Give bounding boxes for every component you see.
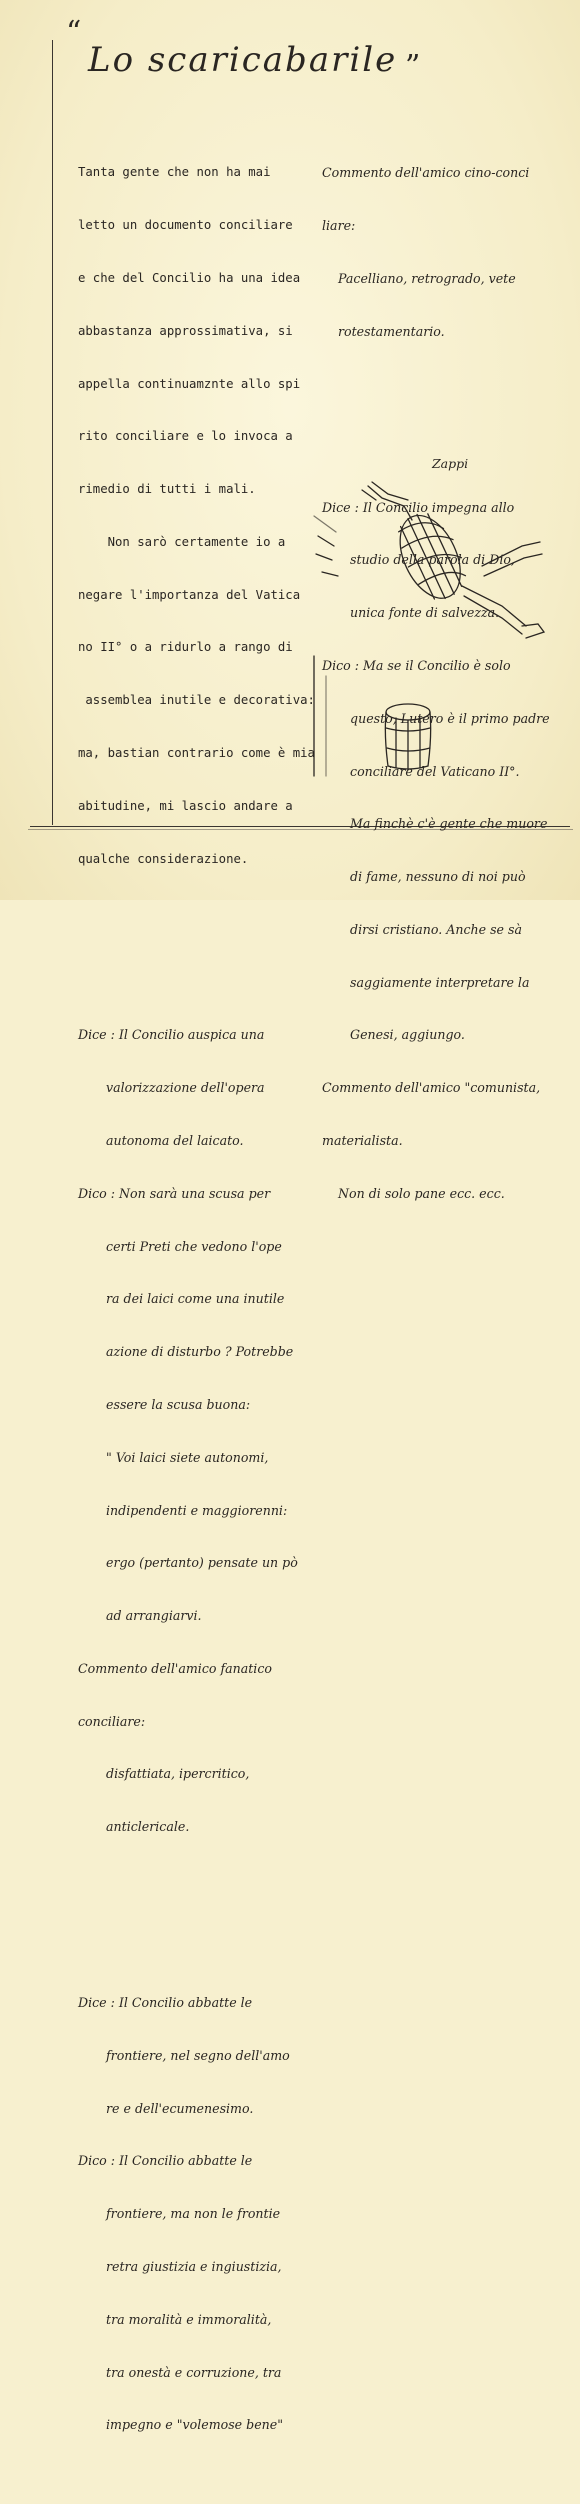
lower-barrel (385, 704, 430, 770)
text-line: e che del Concilio ha una idea (78, 270, 301, 285)
text-line: impegno e "volemose bene" (78, 2417, 284, 2433)
left-column (78, 94, 318, 2504)
opening-quote: “ (66, 15, 82, 50)
text-line: Dico : Il Concilio abbatte le (78, 2153, 253, 2169)
text-line: rotestamentario. (322, 323, 445, 339)
text-line: rimedio di tutti i mali. (78, 482, 256, 497)
text-line: indipendenti e maggiorenni: (78, 1502, 288, 1518)
text-line: Dice : Il Concilio auspica una (78, 1027, 265, 1043)
text-line: frontiere, ma non le frontie (78, 2206, 281, 2222)
text-line: Commento dell'amico fanatico (78, 1660, 272, 1676)
text-line: abbastanza approssimativa, si (78, 323, 293, 338)
text-line: letto un documento conciliare (78, 218, 293, 233)
text-line: unica fonte di salvezza. (322, 605, 500, 621)
text-line: anticlericale. (78, 1819, 190, 1835)
text-line: dirsi cristiano. Anche se sà (322, 921, 522, 937)
closing-quote: ” (405, 49, 421, 84)
text-line: disfattiata, ipercritico, (78, 1766, 250, 1782)
text-line: abitudine, mi lascio andare a (78, 798, 293, 813)
text-line: Ma finchè c'è gente che muore (322, 816, 548, 832)
text-line: studio della parola di Dio, (322, 552, 515, 568)
right-limb (462, 586, 526, 626)
text-line: " Voi laici siete autonomi, (78, 1449, 269, 1465)
text-line: Pacelliano, retrogrado, vete (322, 270, 516, 286)
text-line: di fame, nessuno di noi può (322, 869, 526, 885)
text-line: azione di disturbo ? Potrebbe (78, 1344, 294, 1360)
text-line: saggiamente interpretare la (322, 974, 530, 990)
text-line: ergo (pertanto) pensate un pò (78, 1555, 298, 1571)
dialogue-block-1 (78, 991, 318, 1871)
author-signature: Zappi (432, 456, 469, 471)
text-line: Non sarò certamente io a (78, 534, 286, 549)
upper-barrel (388, 505, 474, 608)
text-line: rito conciliare e lo invoca a (78, 429, 293, 444)
text-line: certi Preti che vedono l'ope (78, 1238, 282, 1254)
text-line: frontiere, nel segno dell'amo (78, 2047, 290, 2063)
intro-paragraph (78, 129, 318, 903)
left-limb (368, 486, 412, 520)
text-line: no II° o a ridurlo a rango di (78, 640, 293, 655)
page-title: Lo scaricabarile (88, 40, 398, 80)
text-line: Dico : Non sarà una scusa per (78, 1185, 271, 1201)
text-line: tra onestà e corruzione, tra (78, 2364, 282, 2380)
text-line: ad arrangiarvi. (78, 1608, 202, 1624)
text-line: Dico : Ma se il Concilio è solo (322, 658, 511, 673)
text-line: qualche considerazione. (78, 851, 249, 866)
text-line: Tanta gente che non ha mai (78, 165, 271, 180)
text-line: appella continuamznte allo spi (78, 376, 301, 391)
text-line: Commento dell'amico cino-conci (322, 165, 530, 181)
text-line: conciliare del Vaticano II°. (322, 763, 520, 779)
text-line: Commento dell'amico "comunista, (322, 1080, 541, 1096)
text-line: assemblea inutile e decorativa: (78, 693, 315, 708)
text-line: Non di solo pane ecc. ecc. (322, 1185, 505, 1201)
text-line: questo, Lutero è il primo padre (322, 710, 550, 726)
dialogue-block-2 (78, 1959, 318, 2469)
text-line: ra dei laici come una inutile (78, 1291, 285, 1307)
text-line: re e dell'ecumenesimo. (78, 2100, 254, 2116)
text-line: materialista. (322, 1133, 403, 1149)
barrel-illustration (312, 476, 552, 776)
text-line: retra giustizia e ingiustizia, (78, 2259, 282, 2275)
text-line: Dice : Il Concilio impegna allo (322, 499, 515, 515)
text-line: ma, bastian contrario come è mia (78, 745, 315, 760)
comment-block-1 (322, 129, 562, 375)
text-line: Genesi, aggiungo. (322, 1027, 465, 1043)
text-line: essere la scusa buona: (78, 1396, 251, 1412)
text-line: negare l'importanza del Vatica (78, 587, 301, 602)
text-line: liare: (322, 218, 356, 234)
left-margin-rule (52, 40, 53, 825)
text-line: tra moralità e immoralità, (78, 2311, 272, 2327)
text-line: Dice : Il Concilio abbatte le (78, 1995, 253, 2011)
text-line: autonoma del laicato. (78, 1133, 244, 1149)
text-line: conciliare: (78, 1713, 146, 1729)
text-line: valorizzazione dell'opera (78, 1080, 265, 1096)
